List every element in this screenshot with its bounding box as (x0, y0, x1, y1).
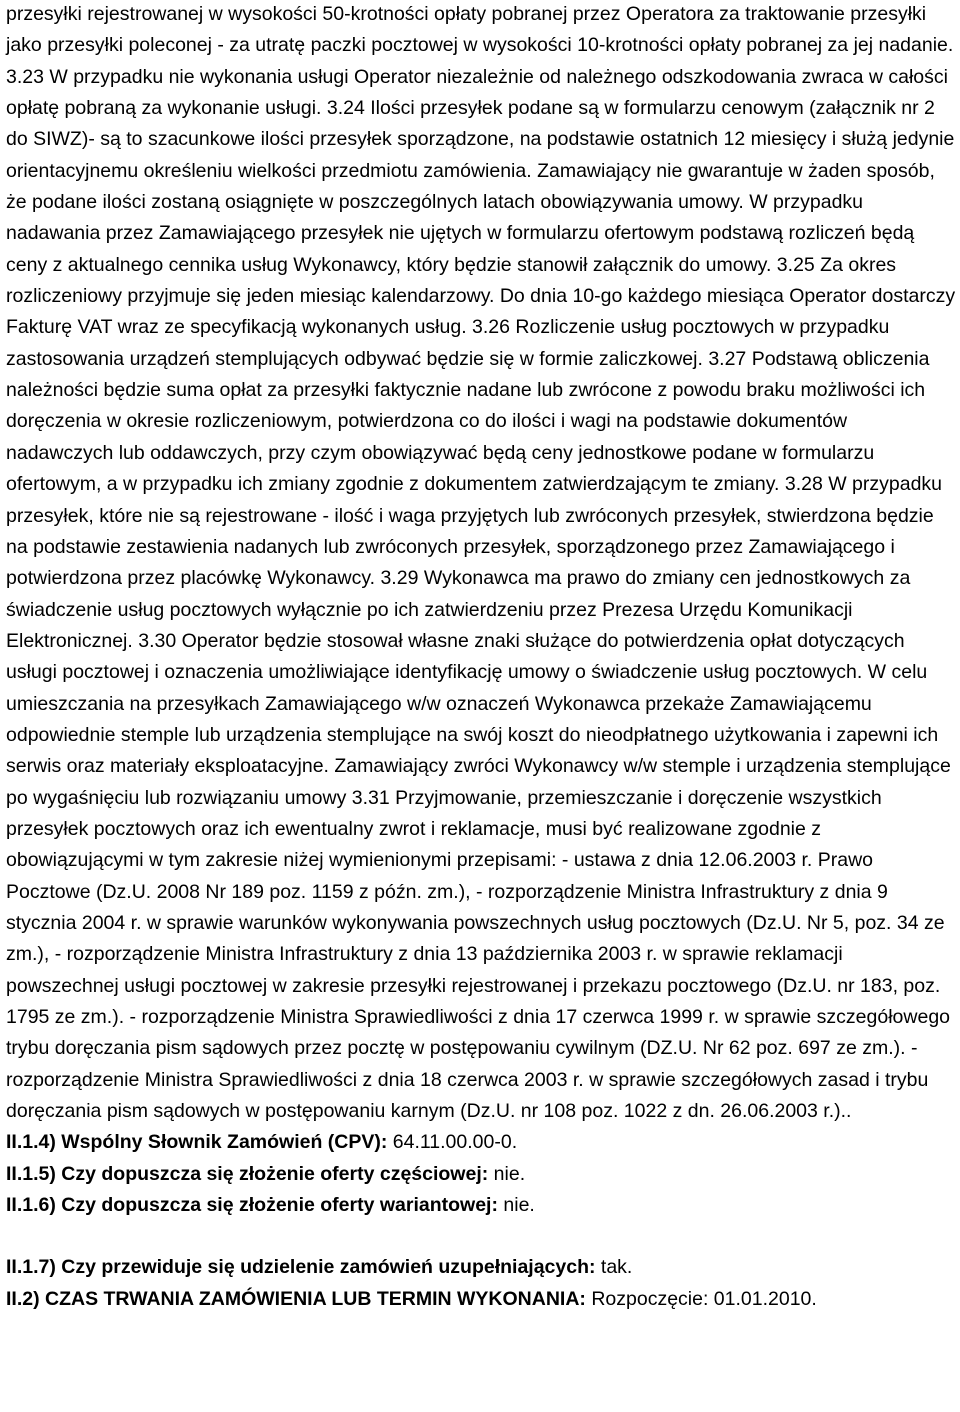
field-variant-offer-value: nie. (497, 1194, 535, 1217)
field-duration-label: II.2) CZAS TRWANIA ZAMÓWIENIA LUB TERMIN WYKONANIA: (6, 1287, 586, 1310)
body-paragraph: przesyłki rejestrowanej w wysokości 50-krotności opłaty pobranej przez Operatora za traktowanie przesyłki jako przesyłki poleconej - za utratę paczki pocztowej w wysokości 10-krotności opłaty pobranej za jej nadanie. 3.23 W przypadku nie wykonania usługi Operator niezależnie od należnego odszkodowania zwraca w całości opłatę pobraną za wykonanie usługi. 3.24 Ilości przesyłek podane są w formularzu cenowym (załącznik nr 2 do SIWZ)- są to szacunkowe ilości przesyłek sporządzone, na podstawie ostatnich 12 miesięcy i służą jedynie orientacyjnemu określeniu wielkości przedmiotu zamówienia. Zamawiający nie gwarantuje w żaden sposób, że podane ilości zostaną osiągnięte w poszczególnych latach obowiązywania umowy. W przypadku nadawania przez Zamawiającego przesyłek nie ujętych w formularzu ofertowym podstawą rozliczeń będą ceny z aktualnego cennika usług Wykonawcy, który będzie stanowił załącznik do umowy. 3.25 Za okres rozliczeniowy przyjmuje się jeden miesiąc kalendarzowy. Do dnia 10-go każdego miesiąca Operator dostarczy Fakturę VAT wraz ze specyfikacją wykonanych usług. 3.26 Rozliczenie usług pocztowych w przypadku zastosowania urządzeń stemplujących odbywać będzie się w formie zaliczkowej. 3.27 Podstawą obliczenia należności będzie suma opłat za przesyłki faktycznie nadane lub zwrócone z powodu braku możliwości ich doręczenia w okresie rozliczeniowym, potwierdzona co do ilości i wagi na podstawie dokumentów nadawczych lub oddawczych, przy czym obowiązywać będą ceny jednostkowe podane w formularzu ofertowym, a w przypadku ich zmiany zgodnie z dokumentem zatwierdzającym te zmiany. 3.28 W przypadku przesyłek, które nie są rejestrowane - ilość i waga przyjętych lub zwróconych przesyłek, stwierdzona będzie na podstawie zestawienia nadanych lub zwróconych przesyłek, sporządzonego przez Zamawiającego i potwierdzona przez placówkę Wykonawcy. 3.29 Wykonawca ma prawo do zmiany cen jednostkowych za świadczenie usług pocztowych wyłącznie po ich zatwierdzeniu przez Prezesa Urzędu Komunikacji Elektronicznej. 3.30 Operator będzie stosował własne znaki służące do potwierdzenia opłat dotyczących usługi pocztowej i oznaczenia umożliwiające identyfikację umowy o świadczenie usług pocztowych. W celu umieszczania na przesyłkach Zamawiającego w/w oznaczeń Wykonawca przekaże Zamawiającemu odpowiednie stemple lub urządzenia stemplujące na swój koszt do nieodpłatnego użytkowania i zapewni ich serwis oraz materiały eksploatacyjne. Zamawiający zwróci Wykonawcy w/w stemple i urządzenia stemplujące po wygaśnięciu lub rozwiązaniu umowy 3.31 Przyjmowanie, przemieszczanie i doręczenie wszystkich przesyłek pocztowych oraz ich ewentualny zwrot i reklamacje, musi być realizowane zgodnie z obowiązującymi w tym zakresie niżej wymienionymi przepisami: - ustawa z dnia 12.06.2003 r. Prawo Pocztowe (Dz.U. 2008 Nr 189 poz. 1159 z późn. zm.), - rozporządzenie Ministra Infrastruktury z dnia 9 stycznia 2004 r. w sprawie warunków wykonywania powszechnych usług pocztowych (Dz.U. Nr 5, poz. 34 ze zm.), - rozporządzenie Ministra Infrastruktury z dnia 13 października 2003 r. w sprawie reklamacji powszechnej usługi pocztowej w zakresie przesyłki rejestrowanej i przekazu pocztowego (Dz.U. nr 183, poz. 1795 ze zm.). - rozporządzenie Ministra Sprawiedliwości z dnia 17 czerwca 1999 r. w sprawie szczegółowego trybu doręczania pism sądowych przez pocztę w postępowaniu cywilnym (DZ.U. Nr 62 poz. 697 ze zm.). - rozporządzenie Ministra Sprawiedliwości z dnia 18 czerwca 2003 r. w sprawie szczegółowych zasad i trybu doręczania pism sądowych w postępowaniu karnym (Dz.U. nr 108 poz. 1022 z dn. 26.06.2003 r.).. (6, 3, 956, 1123)
field-cpv (6, 1127, 960, 1158)
field-cpv-label: II.1.4) Wspólny Słownik Zamówień (CPV): (6, 1131, 388, 1154)
field-variant-offer-label: II.1.6) Czy dopuszcza się złożenie oferty wariantowej: (6, 1194, 498, 1217)
field-supplementary-orders (6, 1252, 960, 1283)
field-partial-offer-value: nie. (488, 1162, 526, 1185)
field-cpv-value: 64.11.00.00-0. (387, 1131, 518, 1154)
field-partial-offer-label: II.1.5) Czy dopuszcza się złożenie oferty częściowej: (6, 1162, 489, 1185)
field-variant-offer (6, 1190, 960, 1221)
field-duration (6, 1284, 960, 1315)
field-partial-offer (6, 1159, 960, 1190)
field-duration-value: Rozpoczęcie: 01.01.2010. (585, 1287, 817, 1310)
blank-line-spacer (6, 1221, 960, 1252)
field-supplementary-orders-label: II.1.7) Czy przewiduje się udzielenie zamówień uzupełniających: (6, 1256, 596, 1279)
field-supplementary-orders-value: tak. (595, 1256, 633, 1279)
